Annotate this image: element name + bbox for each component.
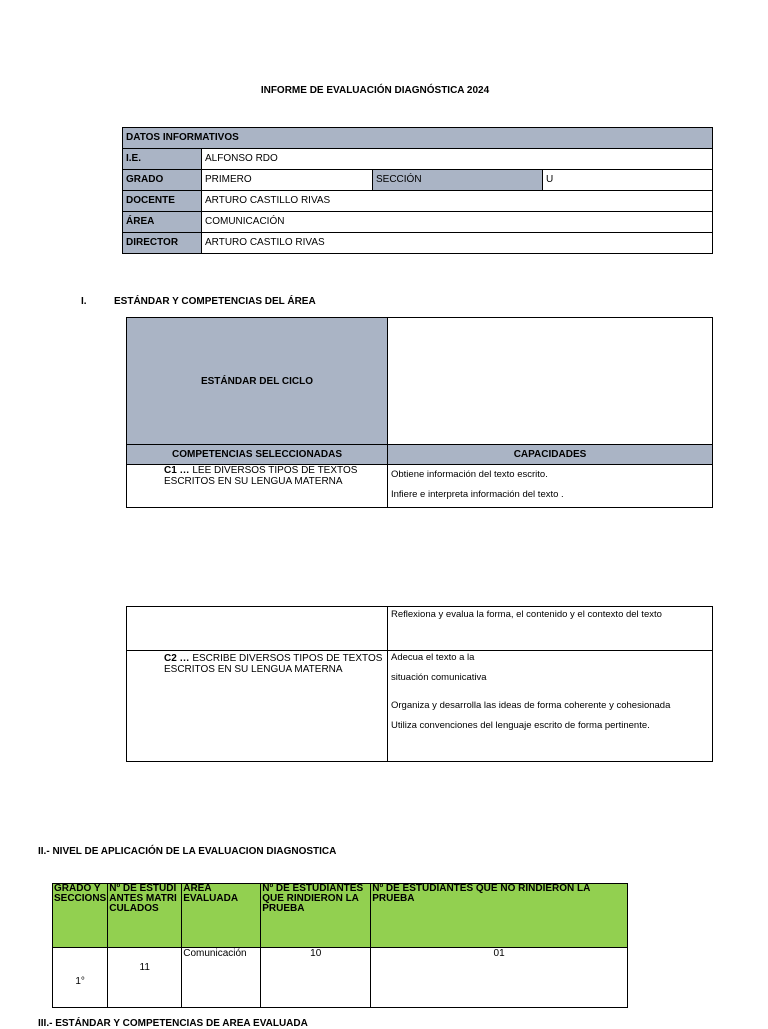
capacidades-header: CAPACIDADES	[388, 445, 713, 465]
datos-header: DATOS INFORMATIVOS	[123, 128, 713, 149]
c2-cap1a: Adecua el texto a la	[391, 652, 475, 663]
area-label: ÁREA	[123, 212, 202, 233]
seccion-label: SECCIÓN	[373, 170, 543, 191]
cell-matriculados: 11	[108, 948, 182, 1008]
grado-value: PRIMERO	[202, 170, 373, 191]
estandar-label: ESTÁNDAR DEL CICLO	[127, 318, 388, 445]
estandar-content	[388, 318, 713, 445]
c1-cap3: Reflexiona y evalua la forma, el contenido y el contexto del texto	[388, 607, 713, 651]
grado-label: GRADO	[123, 170, 202, 191]
ie-value: ALFONSO RDO	[202, 149, 713, 170]
header-area: AREA EVALUADA	[182, 884, 261, 948]
cell-grado: 1°	[53, 948, 108, 1008]
competencias-table-continued	[126, 606, 713, 762]
c2-cap2: Organiza y desarrolla las ideas de forma coherente y cohesionada	[391, 700, 671, 711]
c2-text: ESCRIBE DIVERSOS TIPOS DE TEXTOS ESCRITOS EN SU LENGUA MATERNA	[164, 653, 383, 675]
cell-no-rindieron: 01	[371, 948, 628, 1008]
docente-label: DOCENTE	[123, 191, 202, 212]
docente-value: ARTURO CASTILLO RIVAS	[202, 191, 713, 212]
page-title: INFORME DE EVALUACIÓN DIAGNÓSTICA 2024	[260, 85, 490, 96]
c1-cap2: Infiere e interpreta información del texto .	[391, 489, 564, 500]
c2-cap3: Utiliza convenciones del lenguaje escrito de forma pertinente.	[391, 720, 650, 731]
c2-capacidades	[388, 651, 713, 762]
datos-informativos-table	[122, 127, 713, 254]
c2-code: C2 …	[164, 653, 190, 664]
c1-cap1: Obtiene información del texto escrito.	[391, 469, 548, 480]
cell-rindieron: 10	[261, 948, 371, 1008]
cell-area: Comunicación	[182, 948, 261, 1008]
estandar-table	[126, 317, 713, 508]
section3-title: III.- ESTÁNDAR Y COMPETENCIAS DE AREA EVALUADA	[38, 1018, 308, 1029]
section1-number: I.	[81, 296, 87, 307]
c1-code: C1 …	[164, 465, 190, 476]
header-no-rindieron: Nº DE ESTUDIANTES QUE NO RINDIERON LA PRUEBA	[371, 884, 628, 948]
section1-title: ESTÁNDAR Y COMPETENCIAS DEL ÁREA	[114, 296, 316, 307]
area-value: COMUNICACIÓN	[202, 212, 713, 233]
c1-capacidades	[388, 465, 713, 508]
header-rindieron: Nº DE ESTUDIANTES QUE RINDIERON LA PRUEBA	[261, 884, 371, 948]
seccion-value: U	[543, 170, 713, 191]
competencia-c1	[127, 465, 388, 508]
section2-title: II.- NIVEL DE APLICACIÓN DE LA EVALUACION DIAGNOSTICA	[38, 846, 337, 857]
c1-text: LEE DIVERSOS TIPOS DE TEXTOS ESCRITOS EN SU LENGUA MATERNA	[164, 465, 358, 487]
header-matriculados: Nº DE ESTUDIANTES MATRICULADOS	[108, 884, 182, 948]
nivel-aplicacion-table	[52, 883, 628, 1008]
director-label: DIRECTOR	[123, 233, 202, 254]
director-value: ARTURO CASTILO RIVAS	[202, 233, 713, 254]
c2-cap1b: situación comunicativa	[391, 672, 487, 683]
header-grado: GRADO Y SECCIONS	[53, 884, 108, 948]
competencias-header: COMPETENCIAS SELECCIONADAS	[127, 445, 388, 465]
competencia-c2	[127, 651, 388, 762]
ie-label: I.E.	[123, 149, 202, 170]
c1-continued	[127, 607, 388, 651]
